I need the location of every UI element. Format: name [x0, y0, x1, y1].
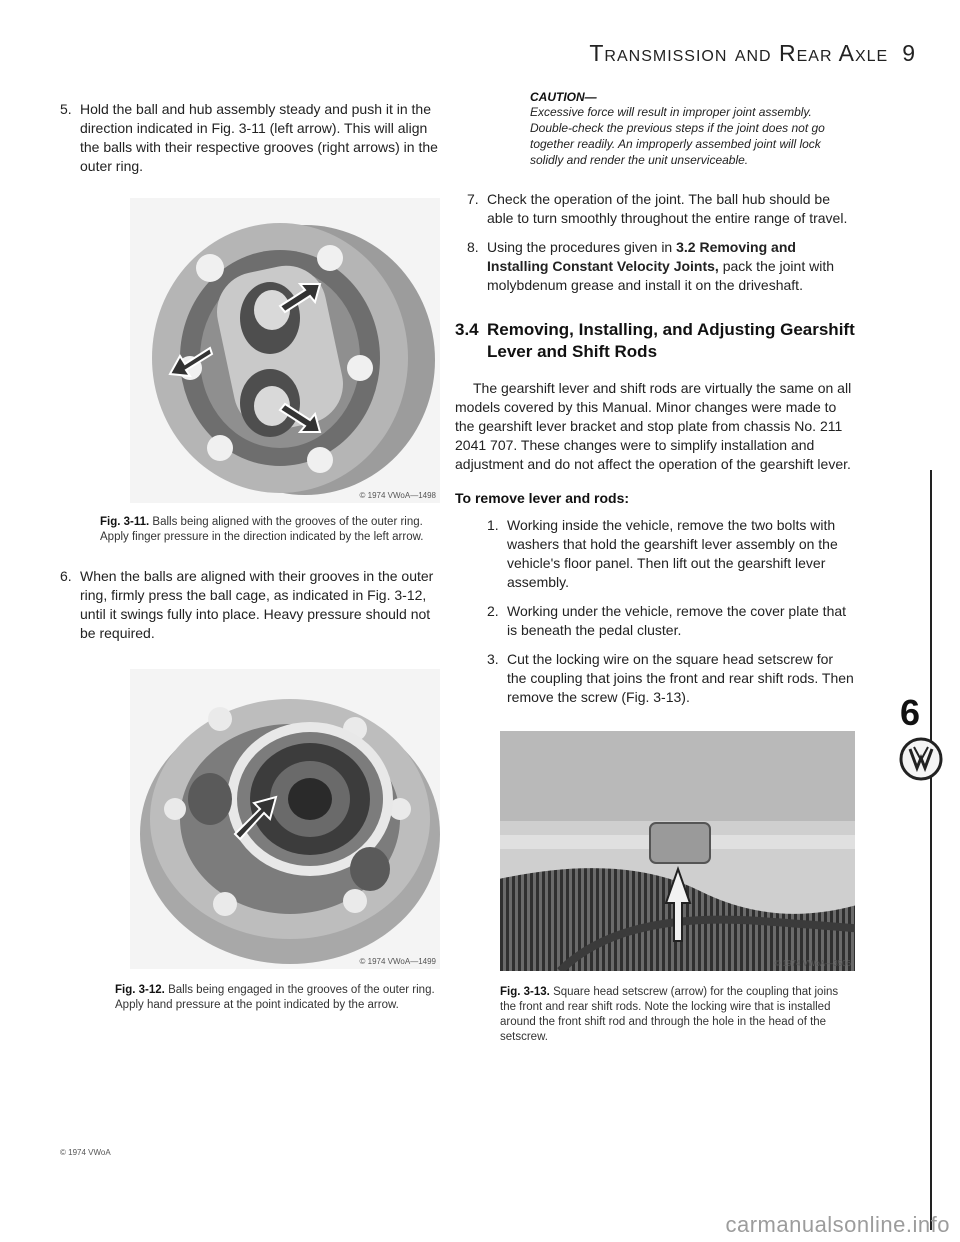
step-text: When the balls are aligned with their grooves in the outer ring, firmly press the ball cage, as indicated in Fig. 3-12, until it swings fully into place. Heavy pressure should not be required. [80, 568, 434, 641]
caption-text: Square head setscrew (arrow) for the coupling that joins the front and rear shift rods. Note the locking wire that is installed around the front shift rod and through the hole in the head of the setscrew. [500, 986, 839, 1043]
step-number: 2. [487, 603, 499, 619]
caution-heading: CAUTION— [530, 90, 597, 104]
intro-paragraph: The gearshift lever and shift rods are virtually the same on all models covered by this Manual. Minor changes were made to the gearshift lever bracket and stop plate from chassis No. 211 2041 707. These changes were to simplify installation and adjustment and do not affect the operation of the gearshift lever. [455, 380, 852, 472]
step-number: 7. [467, 191, 479, 207]
figure-3-12-caption [115, 983, 435, 1013]
figure-3-13-photo [500, 731, 855, 971]
chapter-tab-number: 6 [900, 692, 921, 733]
section-heading [455, 319, 855, 363]
chapter-title: Transmission and Rear Axle [589, 40, 889, 66]
figure-credit: © 1974 VWoA—1499 [359, 957, 436, 966]
step-6 [60, 567, 445, 643]
step-number: 5. [60, 101, 72, 117]
figure-credit: © 1974 VWoA—3506 [774, 959, 851, 968]
right-column [455, 90, 855, 1045]
step-number: 8. [467, 239, 479, 255]
step-text-before: Using the procedures given in [487, 239, 677, 255]
step-8 [467, 238, 855, 295]
step-text: Hold the ball and hub assembly steady and push it in the direction indicated in Fig. 3-11 (left arrow). This will align the balls with their respective grooves (right arrows) in the outer ring. [80, 101, 438, 174]
footer-credit: © 1974 VWoA [60, 1148, 111, 1157]
left-column [60, 100, 445, 1013]
step-number: 6. [60, 568, 72, 584]
step-text: Working inside the vehicle, remove the two bolts with washers that hold the gearshift lever assembly on the vehicle's floor panel. Then lift out the gearshift lever assembly. [507, 517, 838, 590]
vw-logo-icon [898, 736, 944, 782]
step-number: 3. [487, 651, 499, 667]
step-text: Check the operation of the joint. The ball hub should be able to turn smoothly throughout the entire range of travel. [487, 191, 848, 226]
caution-text: Excessive force will result in improper joint assembly. Double-check the previous steps if the joint does not go together readily. An improperly assembed joint will lock solidly and render the unit unserviceable. [530, 105, 825, 167]
procedure-subheading: To remove lever and rods: [455, 490, 630, 506]
cross-reference: 3.2 Removing and Installing Constant Velocity Joints, [487, 239, 796, 274]
figure-3-11-photo [130, 198, 440, 503]
caution-box [530, 90, 830, 168]
caption-text: Balls being aligned with the grooves of the outer ring. Apply finger pressure in the direction indicated by the left arrow. [100, 516, 424, 543]
running-head [589, 40, 916, 67]
caption-text: Balls being engaged in the grooves of the outer ring. Apply hand pressure at the point indicated by the arrow. [115, 984, 435, 1011]
step-5 [60, 100, 445, 176]
cv-joint-engaging-illustration [130, 669, 440, 969]
step-text [487, 238, 855, 295]
step-text-after: pack the joint with molybdenum grease and install it on the driveshaft. [487, 258, 834, 293]
procedure-step [487, 516, 855, 592]
procedure-step [487, 650, 855, 707]
section-title: Removing, Installing, and Adjusting Gearshift Lever and Shift Rods [487, 320, 855, 361]
procedure-steps [487, 516, 855, 707]
step-text: Working under the vehicle, remove the cover plate that is beneath the pedal cluster. [507, 603, 847, 638]
figure-3-12-photo [130, 669, 440, 969]
chapter-tab-edge [930, 470, 932, 1230]
section-number: 3.4 [455, 320, 479, 339]
shift-rod-coupling-illustration [500, 731, 855, 971]
cv-joint-aligning-illustration [130, 198, 440, 503]
step-7 [467, 190, 855, 228]
caption-label: Fig. 3-12. [115, 984, 165, 996]
page-number: 9 [902, 40, 916, 66]
figure-3-13-caption [500, 985, 850, 1045]
caption-label: Fig. 3-11. [100, 516, 150, 528]
caption-label: Fig. 3-13. [500, 986, 550, 998]
watermark: carmanualsonline.info [725, 1212, 950, 1237]
procedure-step [487, 602, 855, 640]
step-text: Cut the locking wire on the square head setscrew for the coupling that joins the front and rear shift rods. Then remove the screw (Fig. 3-13). [507, 651, 854, 705]
step-number: 1. [487, 517, 499, 533]
figure-3-11-caption [100, 515, 435, 545]
figure-credit: © 1974 VWoA—1498 [359, 491, 436, 500]
